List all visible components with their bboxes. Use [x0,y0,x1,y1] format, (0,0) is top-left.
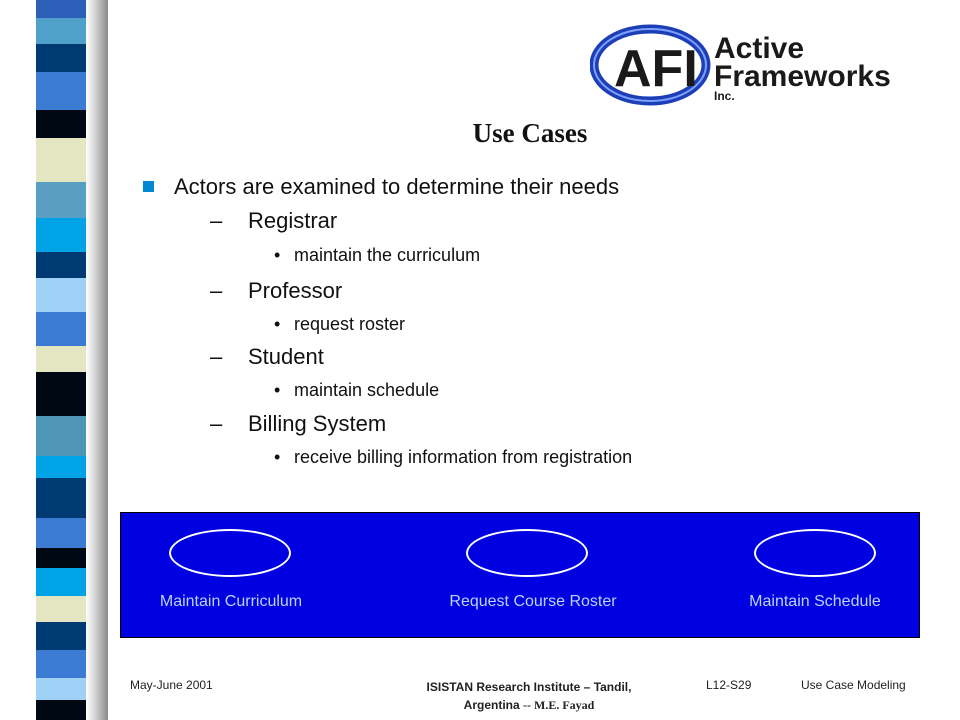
use-case-label: Maintain Schedule [749,593,881,610]
stripe-blocks [36,0,86,720]
footer-institute-line2: Argentina [463,698,520,712]
dot-bullet: • [274,314,281,334]
dot-bullet: • [274,245,281,265]
use-case-ellipse-maintain-schedule [754,529,876,577]
logo-line-inc: Inc. [714,89,735,103]
logo-line-frameworks: Frameworks [714,60,891,93]
footer-institute [384,678,674,714]
use-case-label: Request Course Roster [449,593,617,610]
dot-bullet: • [274,380,281,400]
use-case-label: Maintain Curriculum [159,593,303,610]
footer-institute-line1: ISISTAN Research Institute – Tandil, [426,680,632,694]
footer-topic: Use Case Modeling [801,678,906,692]
dash-bullet: – [210,344,223,369]
footer-slide-id: L12-S29 [706,678,752,692]
actor-name: Registrar [248,208,338,233]
actor-need: maintain the curriculum [294,245,481,265]
square-bullet-icon [143,181,154,192]
use-case-ellipse-request-course-roster [466,529,588,577]
actor-name: Student [248,344,324,369]
actor-name: Professor [248,278,343,303]
footer-author: -- M.E. Fayad [523,698,595,712]
dash-bullet: – [210,278,223,303]
main-bullet-text: Actors are examined to determine their needs [174,174,620,199]
actor-need: maintain schedule [294,380,440,400]
active-frameworks-logo [590,22,930,108]
dash-bullet: – [210,411,223,436]
actor-need: request roster [294,314,406,334]
slide-title: Use Cases [472,118,588,148]
use-case-diagram [120,512,920,638]
actor-name: Billing System [248,411,387,436]
dash-bullet: – [210,208,223,233]
footer-date: May-June 2001 [130,678,213,692]
use-case-ellipse-maintain-curriculum [169,529,291,577]
dot-bullet: • [274,447,281,467]
decorative-stripe-bar [0,0,108,720]
logo-mark: AFI [614,40,698,98]
actor-need: receive billing information from registration [294,447,633,467]
logo-line-active: Active [714,32,805,65]
